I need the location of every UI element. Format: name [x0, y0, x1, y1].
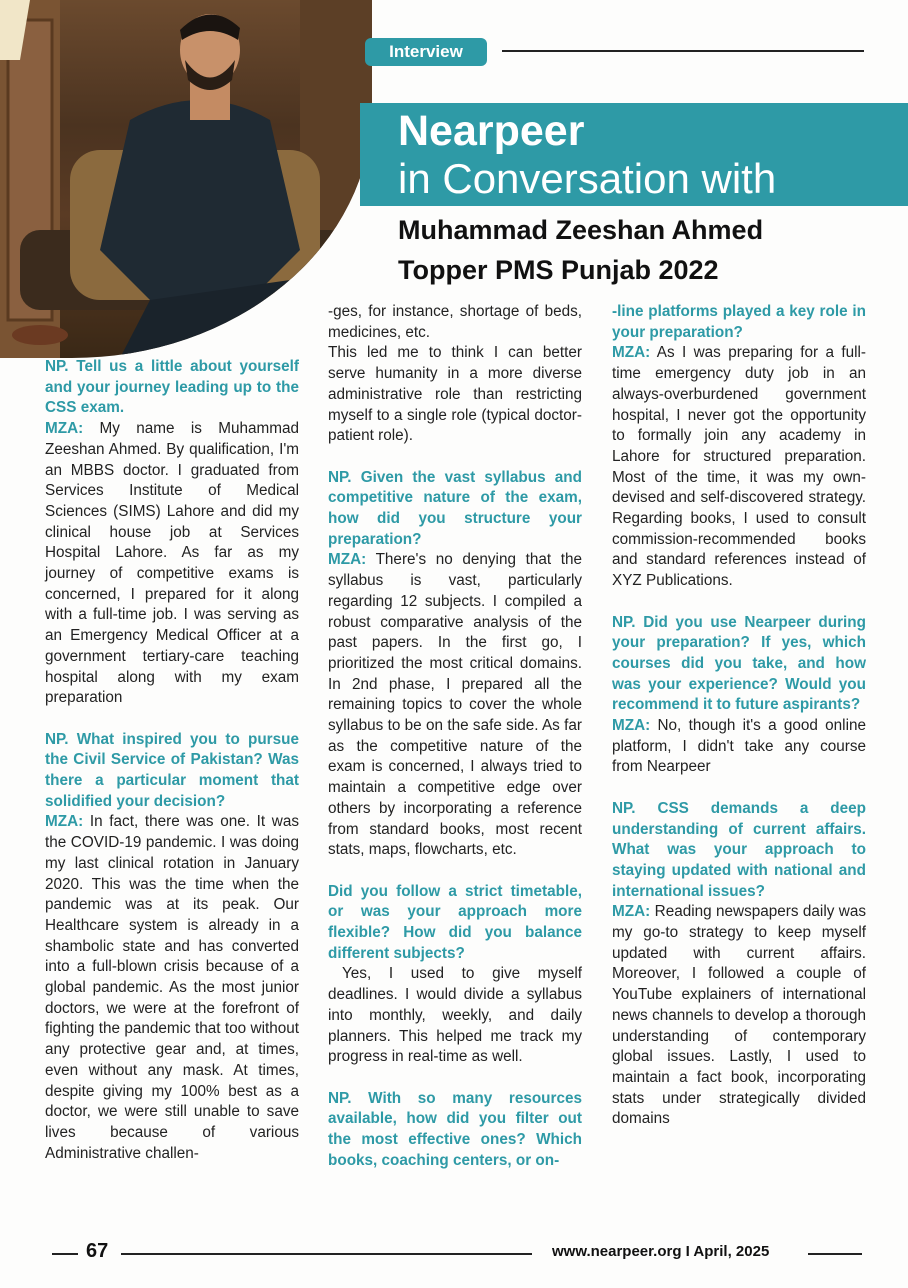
interviewee-achievement: Topper PMS Punjab 2022: [398, 255, 719, 285]
answer-text: There's no denying that the syllabus is vast, particularly regarding 12 subjects. I compiled a robust comparative analysis of the past papers. In the first go, I prioritized the most critical domains. In 2nd phase, I prepared all the remaining topics to cover the whole syllabus to be on the safe side. As far as the competitive nature of the exam is concerned, I always tried to maintain a competitive edge over others by incorporating a reference from standard books, most recent stats, maps, flowcharts, etc.: [328, 551, 582, 859]
interviewee-subtitle: [398, 210, 763, 290]
question: NP. What inspired you to pursue the Civil Service of Pakistan? Was there a particular moment that solidified your decision?: [45, 730, 299, 810]
footer-site-date: www.nearpeer.org I April, 2025: [552, 1243, 770, 1260]
answer-paragraph: This led me to think I can better serve humanity in a more diverse administrative role than restricting myself to a single role (typical doctor-patient role).: [328, 344, 582, 445]
answer-label: MZA:: [612, 903, 651, 921]
question-continued: -line platforms played a key role in your preparation?: [612, 303, 866, 341]
answer-text: Reading newspapers daily was my go-to strategy to keep myself updated with current affairs. Moreover, I followed a couple of YouTube explainers of international news channels to develop a thorough understanding of contemporary global issues. Lastly, I used to maintain a fact book, incorporating stats under strategically divided domains: [612, 903, 866, 1128]
interview-tag: Interview: [365, 38, 487, 66]
answer-label: MZA:: [45, 813, 84, 831]
answer-continued: -ges, for instance, shortage of beds, medicines, etc.: [328, 303, 582, 341]
tag-divider: [502, 50, 864, 52]
portrait-illustration: [0, 0, 372, 358]
footer-divider-right: [808, 1253, 862, 1255]
question: NP. CSS demands a deep understanding of current affairs. What was your approach to staying updated with national and international issues?: [612, 799, 866, 900]
footer-divider-middle: [121, 1253, 532, 1255]
answer-label: MZA:: [328, 551, 367, 569]
page-number: 67: [86, 1240, 109, 1262]
answer: [45, 812, 299, 1164]
question: NP. Tell us a little about yourself and your journey leading up to the CSS exam.: [45, 358, 299, 417]
answer-text: In fact, there was one. It was the COVID-19 pandemic. I was doing my last clinical rotation in January 2020. This was the time when the pandemic was at its peak. Our Healthcare system is already in a shambolic state and has converted into a full-blown crisis because of a global pandemic. As the most junior doctors, we were at the forefront of fighting the pandemic that too without any protective gear and, at times, even without any mask. At times, despite giving my 100% best as a doctor, we were still unable to save lives because of various Administrative challen-: [45, 813, 299, 1162]
article-column-1: [45, 357, 299, 1164]
title-conversation: in Conversation with: [398, 155, 777, 202]
interviewee-name: Muhammad Zeeshan Ahmed: [398, 215, 764, 245]
question: Did you follow a strict timetable, or was your approach more flexible? How did you balance different subjects?: [328, 882, 582, 962]
footer-divider-left: [52, 1253, 78, 1255]
answer-label: MZA:: [612, 344, 651, 362]
answer: [612, 902, 866, 1130]
answer-label: MZA:: [612, 717, 651, 735]
answer: [612, 343, 866, 591]
answer-text: As I was preparing for a full-time emergency duty job in an always-overburdened government hospital, I never got the opportunity to formally join any academy in Lahore for structured preparation. Most of the time, it was my own-devised and self-discovered strategy. Regarding books, I used to consult commission-recommended books and standard references instead of XYZ Publications.: [612, 344, 866, 590]
answer: [328, 550, 582, 861]
answer: [612, 716, 866, 778]
question: NP. Did you use Nearpeer during your preparation? If yes, which courses did you take, and how was your experience? Would you recommend it to future aspirants?: [612, 613, 866, 714]
interviewee-photo: [0, 0, 372, 358]
title-nearpeer: Nearpeer: [398, 107, 585, 155]
title-banner: [360, 103, 908, 206]
answer: Yes, I used to give myself deadlines. I would divide a syllabus into monthly, weekly, and daily planners. This helped me track my progress in real-time as well.: [328, 965, 582, 1066]
question: NP. With so many resources available, how did you filter out the most effective ones? Which books, coaching centers, or on-: [328, 1089, 582, 1169]
answer-label: MZA:: [45, 420, 84, 438]
answer-text: No, though it's a good online platform, I didn't take any course from Nearpeer: [612, 717, 866, 776]
answer-text: My name is Muhammad Zeeshan Ahmed. By qualification, I'm an MBBS doctor. I graduated from Services Institute of Medical Sciences (SIMS) Lahore and did my clinical house job at Services Hospital Lahore. As far as my journey of competitive exams is concerned, I prepared for it along with a full-time job. I was serving as an Emergency Medical Officer at a government tertiary-care teaching hospital along with my exam preparation: [45, 420, 299, 707]
article-column-3: [612, 302, 866, 1130]
question: NP. Given the vast syllabus and competitive nature of the exam, how did you structure your preparation?: [328, 468, 582, 548]
answer: [45, 419, 299, 709]
article-column-2: [328, 302, 582, 1171]
